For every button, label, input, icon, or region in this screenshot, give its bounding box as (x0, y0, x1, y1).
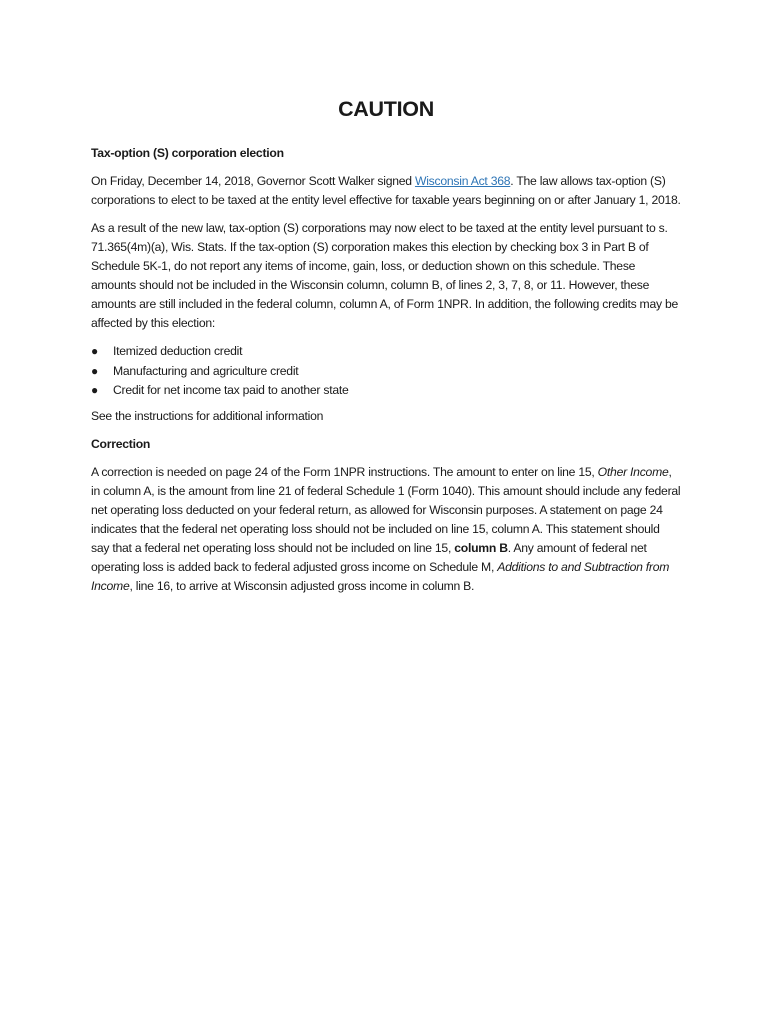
paragraph-act-368 (91, 172, 681, 210)
wisconsin-act-368-link[interactable]: Wisconsin Act 368 (414, 174, 511, 188)
paragraph-italic-text: Other Income (597, 464, 669, 479)
paragraph-see-instructions: See the instructions for additional information (91, 408, 324, 423)
bullet-icon: ● (91, 344, 98, 358)
paragraph-text: , line 16, to arrive at Wisconsin adjusted gross income in column B. (129, 578, 475, 593)
paragraph-italic-text: Additions to and Subtraction from Income (91, 559, 670, 593)
list-item-text: Manufacturing and agriculture credit (113, 363, 299, 378)
list-item-text: Itemized deduction credit (113, 344, 243, 358)
paragraph-correction (91, 463, 681, 596)
list-item (91, 381, 681, 401)
section-heading-correction: Correction (91, 436, 151, 451)
section-heading-s-corp: Tax-option (S) corporation election (91, 146, 284, 160)
list-item (91, 342, 681, 362)
document-page (91, 92, 681, 605)
paragraph-text: . The law allows tax-option (S) corporations to elect to be taxed at the entity level effective for taxable years beginning on or after January 1, 2018. (91, 174, 681, 207)
paragraph-new-law: As a result of the new law, tax-option (S) corporations may now elect to be taxed at the entity level pursuant to s. 71.365(4m)(a), Wis. Stats. If the tax-option (S) corporation makes this election by checking box 3 in Part B of Schedule 5K-1, do not report any items of income, gain, loss, or deduction shown on this schedule. These amounts should not be included in the Wisconsin column, column B, of lines 2, 3, 7, 8, or 11. However, these amounts are still included in the federal column, column A, of Form 1NPR. In addition, the following credits may be affected by this election: (91, 221, 679, 330)
paragraph-text: On Friday, December 14, 2018, Governor Scott Walker signed (91, 174, 415, 188)
paragraph-text: , in column A, is the amount from line 21 of federal Schedule 1 (Form 1040). This amount should include any federal net operating loss deducted on your federal return, as allowed for Wisconsin purposes. A statement on page 24 indicates that the federal net operating loss should not be included on line 15, column A. This statement should say that a federal net operating loss should not be included on line 15, (91, 464, 681, 555)
affected-credits-list (91, 342, 681, 401)
bullet-icon: ● (91, 383, 98, 397)
page-title: CAUTION (338, 97, 434, 121)
paragraph-bold-text: column B (454, 540, 508, 555)
list-item-text: Credit for net income tax paid to another state (113, 383, 349, 397)
paragraph-text: A correction is needed on page 24 of the Form 1NPR instructions. The amount to enter on line 15, (91, 464, 598, 479)
list-item (91, 362, 681, 382)
paragraph-text: . Any amount of federal net operating loss is added back to federal adjusted gross income on Schedule M, (91, 540, 647, 574)
bullet-icon: ● (91, 363, 98, 378)
